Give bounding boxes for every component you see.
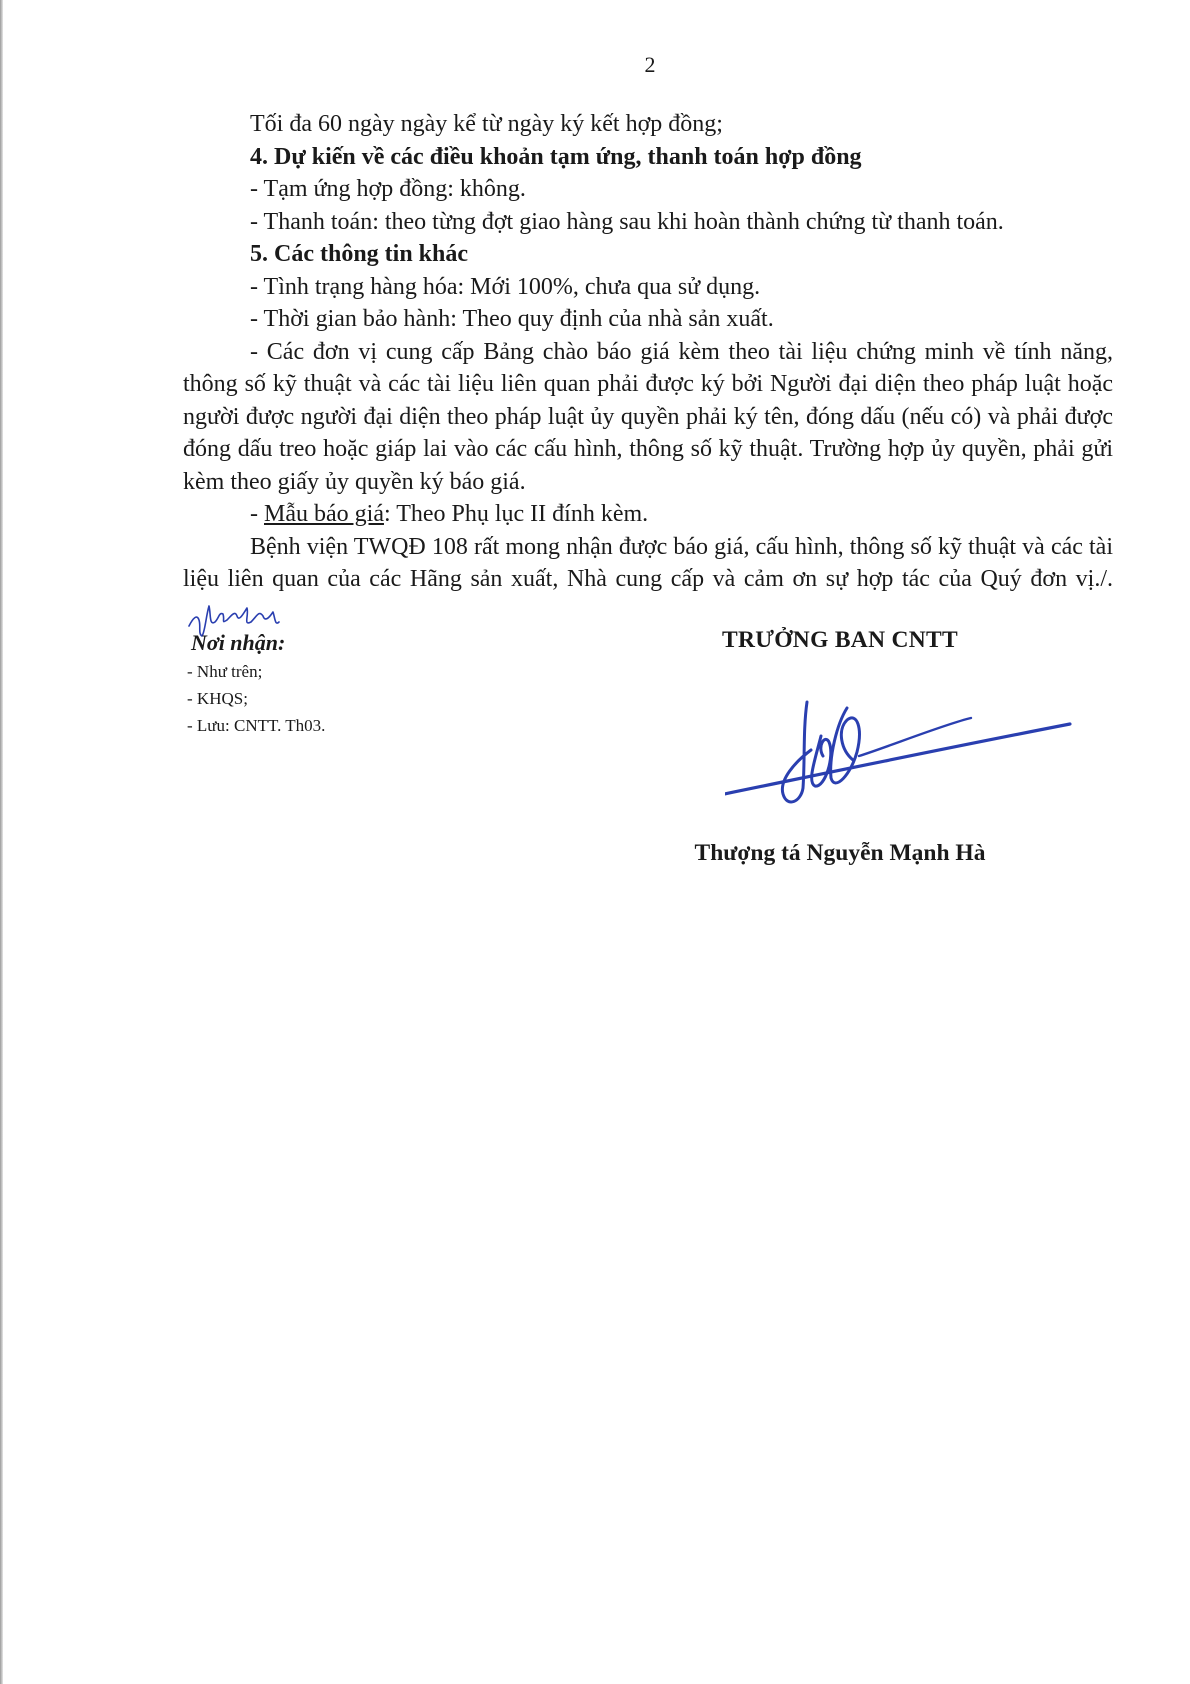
supplier-requirements-paragraph: - Các đơn vị cung cấp Bảng chào báo giá kèm theo tài liệu chứng minh về tính năng, thông số kỹ thuật và các tài liệu liên quan phải được ký bởi Người đại diện theo pháp luật hoặc người được người đại diện theo pháp luật ủy quyền phải ký tên, đóng dấu (nếu có) và phải được đóng dấu treo hoặc giáp lai vào các cấu hình, thông số kỹ thuật. Trường hợp ủy quyền, phải gửi kèm theo giấy ủy quyền ký báo giá. [183, 338, 1113, 495]
goods-condition-line: - Tình trạng hàng hóa: Mới 100%, chưa qua sử dụng. [250, 273, 761, 300]
closing-text: Bệnh viện TWQĐ 108 rất mong nhận được báo giá, cấu hình, thông số kỹ thuật và các tài liệu liên quan của các Hãng sản xuất, Nhà cung cấp và cảm ơn sự hợp tác của Quý đơn vị./. [183, 533, 1113, 592]
quote-form-rest: : Theo Phụ lục II đính kèm. [383, 501, 649, 527]
recipient-item: - KHQS; [187, 689, 248, 708]
handwritten-signature [725, 690, 1085, 815]
scan-edge [0, 0, 3, 1684]
quote-form-label: Mẫu báo giá [264, 501, 384, 527]
quote-form-prefix: - [250, 501, 264, 527]
recipients-title: Nơi nhận: [191, 630, 286, 655]
section-5-heading: 5. Các thông tin khác [250, 241, 469, 267]
warranty-line: - Thời gian bảo hành: Theo quy định của nhà sản xuất. [250, 306, 774, 332]
signer-name: Thượng tá Nguyễn Mạnh Hà [694, 840, 986, 866]
signer-title: TRƯỞNG BAN CNTT [721, 627, 959, 653]
quote-form-line [183, 498, 1113, 531]
payment-terms-line: - Thanh toán: theo từng đợt giao hàng sau khi hoàn thành chứng từ thanh toán. [250, 208, 1004, 235]
delivery-time-line: Tối đa 60 ngày ngày kể từ ngày ký kết hợp đồng; [250, 111, 723, 137]
advance-payment-line: - Tạm ứng hợp đồng: không. [250, 176, 526, 202]
section-4-heading: 4. Dự kiến về các điều khoản tạm ứng, thanh toán hợp đồng [250, 143, 862, 170]
closing-paragraph [183, 531, 1113, 638]
document-body [183, 108, 1113, 638]
page-number: 2 [644, 52, 656, 77]
recipient-item: - Lưu: CNTT. Th03. [187, 716, 326, 735]
recipients-block [187, 628, 487, 739]
recipient-item: - Như trên; [187, 662, 263, 681]
